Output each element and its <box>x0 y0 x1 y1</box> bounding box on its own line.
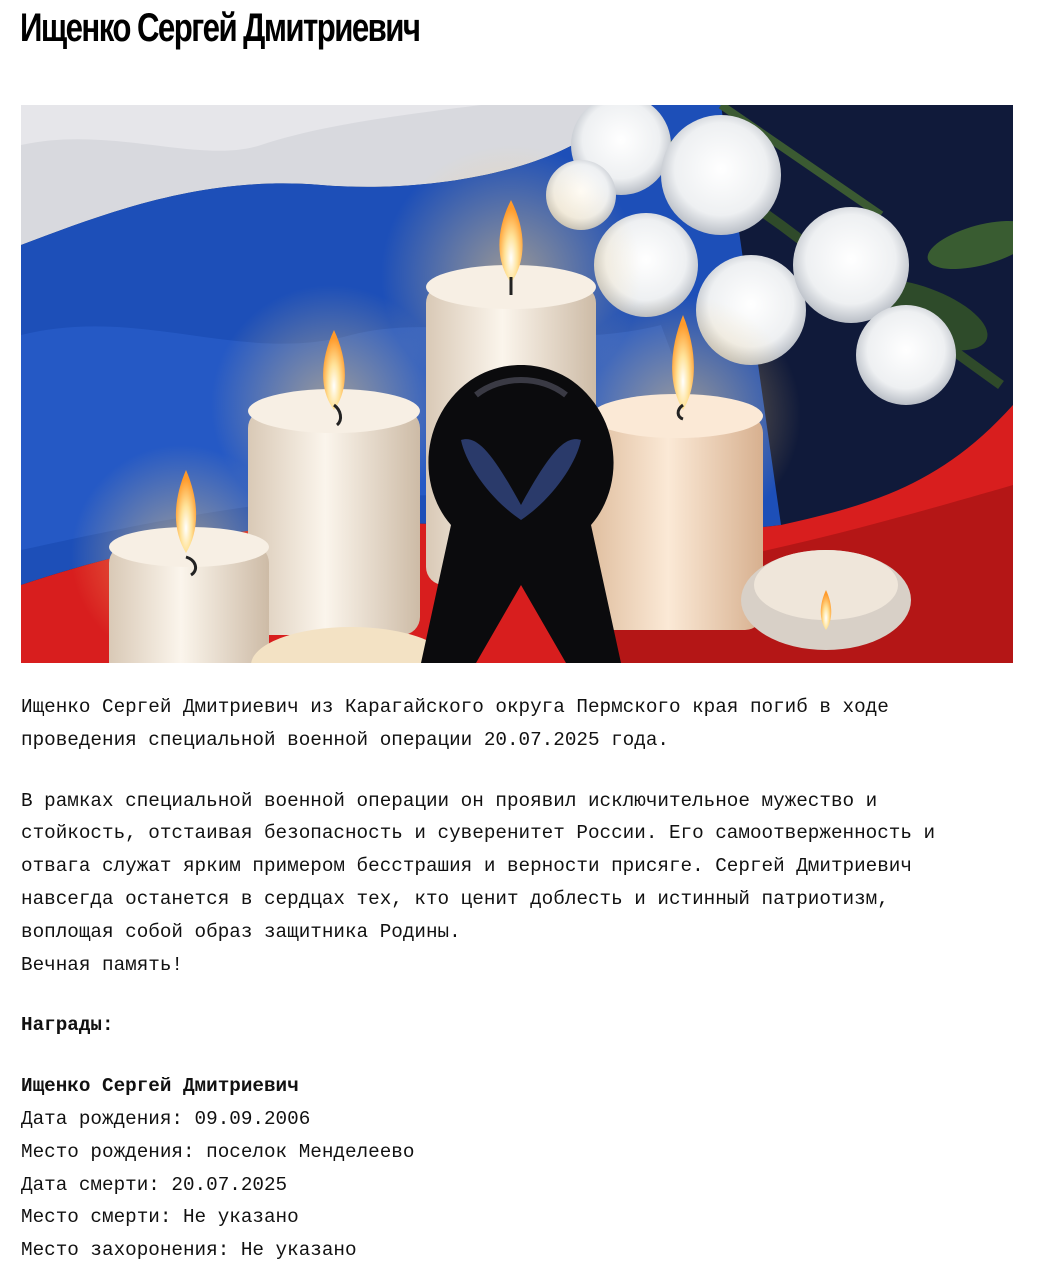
awards-heading: Награды: <box>21 1014 114 1037</box>
death-place: Место смерти: Не указано <box>21 1206 299 1229</box>
tea-light <box>741 550 911 650</box>
intro-paragraph: Ищенко Сергей Дмитриевич из Карагайского округа Пермского края погиб в ходе проведения специальной военной операции 20.07.2025 года. <box>21 696 889 751</box>
tribute-paragraph: В рамках специальной военной операции он проявил исключительное мужество и стойкость, отстаивая безопасность и суверенитет России. Его самоотверженность и отвага служат ярким примером бесстрашия и верности присяге. Сергей Дмитриевич навсегда останется в сердцах тех, кто ценит доблесть и истинный патриотизм, воплощая собой образ защитника Родины. <box>21 789 936 943</box>
page-title: Ищенко Сергей Дмитриевич <box>20 6 420 50</box>
profile-name: Ищенко Сергей Дмитриевич <box>21 1075 299 1098</box>
death-date: Дата смерти: 20.07.2025 <box>21 1173 288 1196</box>
birth-date: Дата рождения: 09.09.2006 <box>21 1107 311 1130</box>
memorial-image <box>21 105 1013 663</box>
eternal-memory: Вечная память! <box>21 953 183 976</box>
article-body <box>21 691 1021 1267</box>
burial-place: Место захоронения: Не указано <box>21 1239 357 1262</box>
birth-place: Место рождения: поселок Менделеево <box>21 1140 415 1163</box>
